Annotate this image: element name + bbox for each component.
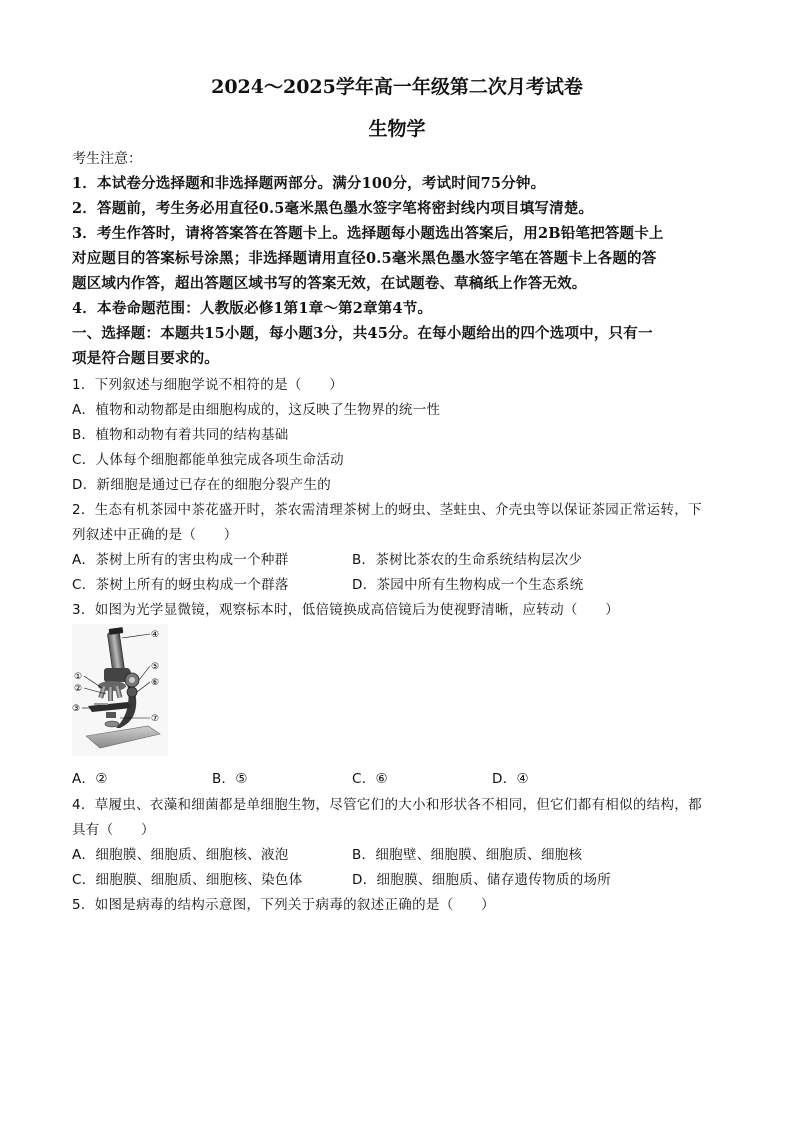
q2-stem-line1: 2．生态有机茶园中茶花盛开时，茶农需清理茶树上的蚜虫、茎蛀虫、介壳虫等以保证茶园正常运转，下 xyxy=(72,502,702,518)
q5-stem: 5．如图是病毒的结构示意图，下列关于病毒的叙述正确的是（ ） xyxy=(72,897,495,913)
q4-stem-line2: 具有（ ） xyxy=(72,822,155,838)
q4-option-b: B．细胞壁、细胞膜、细胞质、细胞核 xyxy=(352,847,583,863)
q1-option-a: A．植物和动物都是由细胞构成的，这反映了生物界的统一性 xyxy=(72,402,441,418)
notice-line-2: 2．答题前，考生务必用直径0.5毫米黑色墨水签字笔将密封线内项目填写清楚。 xyxy=(72,200,594,217)
q2-option-a: A．茶树上所有的害虫构成一个种群 xyxy=(72,552,289,568)
q1-option-c: C．人体每个细胞都能单独完成各项生命活动 xyxy=(72,452,344,468)
section1-heading-line2: 项是符合题目要求的。 xyxy=(72,350,219,367)
notice-line-4: 对应题目的答案标号涂黑；非选择题请用直径0.5毫米黑色墨水签字笔在答题卡上各题的答 xyxy=(72,250,657,267)
q4-option-d: D．细胞膜、细胞质、储存遗传物质的场所 xyxy=(352,872,612,888)
q1-option-b: B．植物和动物有着共同的结构基础 xyxy=(72,427,289,443)
label-3: ③ xyxy=(72,704,81,714)
q3-stem: 3．如图为光学显微镜，观察标本时，低倍镜换成高倍镜后为使视野清晰，应转动（ ） xyxy=(72,602,620,618)
q2-option-b: B．茶树比茶农的生命系统结构层次少 xyxy=(352,552,583,568)
label-4: ④ xyxy=(151,630,160,640)
q3-option-c: C．⑥ xyxy=(352,771,388,787)
q2-option-c: C．茶树上所有的蚜虫构成一个群落 xyxy=(72,577,289,593)
label-7: ⑦ xyxy=(151,714,160,724)
q3-option-a: A．② xyxy=(72,771,108,787)
q4-option-a: A．细胞膜、细胞质、细胞核、液泡 xyxy=(72,847,289,863)
q1-option-d: D．新细胞是通过已存在的细胞分裂产生的 xyxy=(72,477,332,493)
q1-stem: 1．下列叙述与细胞学说不相符的是（ ） xyxy=(72,377,344,393)
notice-line-5: 题区域内作答，超出答题区域书写的答案无效，在试题卷、草稿纸上作答无效。 xyxy=(72,275,587,292)
q2-option-d: D．茶园中所有生物构成一个生态系统 xyxy=(352,577,584,593)
notice-heading: 考生注意： xyxy=(72,151,142,167)
label-5: ⑤ xyxy=(151,662,160,672)
notice-line-1: 1．本试卷分选择题和非选择题两部分。满分100分，考试时间75分钟。 xyxy=(72,175,546,192)
label-1: ① xyxy=(74,672,83,682)
section1-heading-line1: 一、选择题：本题共15小题，每小题3分，共45分。在每小题给出的四个选项中，只有一 xyxy=(72,325,653,342)
q3-option-b: B．⑤ xyxy=(212,771,248,787)
q3-option-d: D．④ xyxy=(492,771,529,787)
exam-title: 2024～2025学年高一年级第二次月考试卷 xyxy=(211,76,583,98)
notice-line-3: 3．考生作答时，请将答案答在答题卡上。选择题每小题选出答案后，用2B铅笔把答题卡上 xyxy=(72,225,664,242)
q4-stem-line1: 4．草履虫、衣藻和细菌都是单细胞生物，尽管它们的大小和形状各不相同，但它们都有相似的结构，都 xyxy=(72,797,702,813)
label-6: ⑥ xyxy=(151,678,160,688)
q2-stem-line2: 列叙述中正确的是（ ） xyxy=(72,527,238,543)
label-2: ② xyxy=(74,684,83,694)
subject-title: 生物学 xyxy=(368,118,426,140)
microscope-illustration xyxy=(72,624,168,756)
microscope-figure xyxy=(72,624,168,756)
notice-line-6: 4．本卷命题范围：人教版必修1第1章～第2章第4节。 xyxy=(72,300,433,317)
q4-option-c: C．细胞膜、细胞质、细胞核、染色体 xyxy=(72,872,303,888)
